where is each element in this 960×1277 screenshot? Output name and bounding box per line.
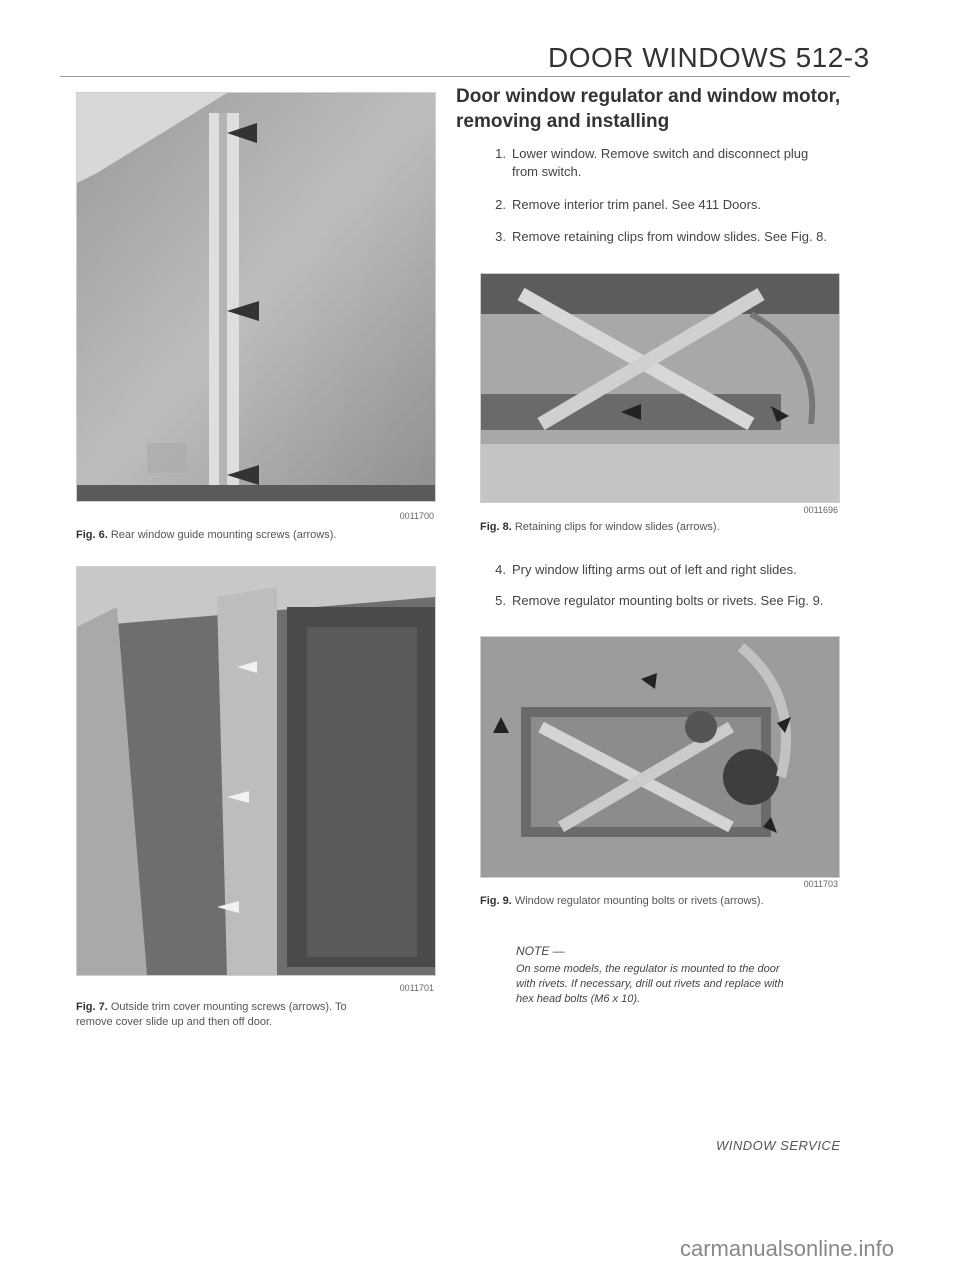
site-watermark: carmanualsonline.info xyxy=(680,1236,895,1261)
step-3-text: Remove retaining clips from window slides. See Fig. 8. xyxy=(512,229,828,244)
step-5 xyxy=(484,592,864,610)
step-4-number: 4. xyxy=(495,562,506,577)
fig7-caption-text: Outside trim cover mounting screws (arrows). To remove cover slide up and then off door. xyxy=(76,1001,347,1028)
step-2-text: Remove interior trim panel. See 411 Doors. xyxy=(512,197,762,212)
step-1-line2: from switch. xyxy=(512,164,582,179)
fig7-illustration xyxy=(77,567,435,975)
fig6-photo xyxy=(76,92,436,502)
section-title xyxy=(456,84,856,134)
step-1-number: 1. xyxy=(495,146,506,161)
fig6-illustration xyxy=(77,93,435,501)
note-line2: with rivets. If necessary, drill out rivets and replace with xyxy=(516,978,784,990)
section-title-line2: removing and installing xyxy=(456,111,670,132)
fig9-code: 0011703 xyxy=(803,879,838,889)
fig9-caption xyxy=(480,894,860,909)
fig6-code: 0011700 xyxy=(399,511,434,521)
step-5-number: 5. xyxy=(495,593,506,608)
fig6-label: Fig. 6. xyxy=(76,529,108,541)
fig8-caption-text: Retaining clips for window slides (arrows). xyxy=(514,521,720,533)
step-1 xyxy=(484,145,864,181)
step-3-number: 3. xyxy=(495,229,506,244)
step-3 xyxy=(484,228,864,246)
note-heading: NOTE — xyxy=(516,944,565,958)
note-line3: hex head bolts (M6 x 10). xyxy=(516,993,641,1005)
fig8-code: 0011696 xyxy=(803,505,838,515)
fig7-photo xyxy=(76,566,436,976)
note-body xyxy=(516,962,856,1007)
step-4 xyxy=(484,561,864,579)
fig7-label: Fig. 7. xyxy=(76,1001,108,1013)
fig8-photo xyxy=(480,273,840,503)
fig7-caption xyxy=(76,1000,376,1030)
step-4-text: Pry window lifting arms out of left and right slides. xyxy=(512,562,797,577)
section-title-line1: Door window regulator and window motor, xyxy=(456,86,841,107)
fig6-caption-text: Rear window guide mounting screws (arrows). xyxy=(110,529,337,541)
fig9-label: Fig. 9. xyxy=(480,895,512,907)
fig8-illustration xyxy=(481,274,839,502)
fig9-photo xyxy=(480,636,840,878)
header-rule xyxy=(60,76,850,77)
step-1-line1: Lower window. Remove switch and disconnect plug xyxy=(512,146,809,161)
page-header-title: DOOR WINDOWS 512-3 xyxy=(548,42,870,73)
footer-section-label: WINDOW SERVICE xyxy=(716,1138,841,1153)
note-line1: On some models, the regulator is mounted to the door xyxy=(516,963,780,975)
step-2 xyxy=(484,196,864,214)
fig7-code: 0011701 xyxy=(399,983,434,993)
fig8-label: Fig. 8. xyxy=(480,521,512,533)
fig9-illustration xyxy=(481,637,839,877)
step-2-number: 2. xyxy=(495,197,506,212)
fig9-caption-text: Window regulator mounting bolts or rivets (arrows). xyxy=(514,895,764,907)
fig6-caption xyxy=(76,528,436,543)
fig8-caption xyxy=(480,520,860,535)
step-5-text: Remove regulator mounting bolts or rivets. See Fig. 9. xyxy=(512,593,824,608)
